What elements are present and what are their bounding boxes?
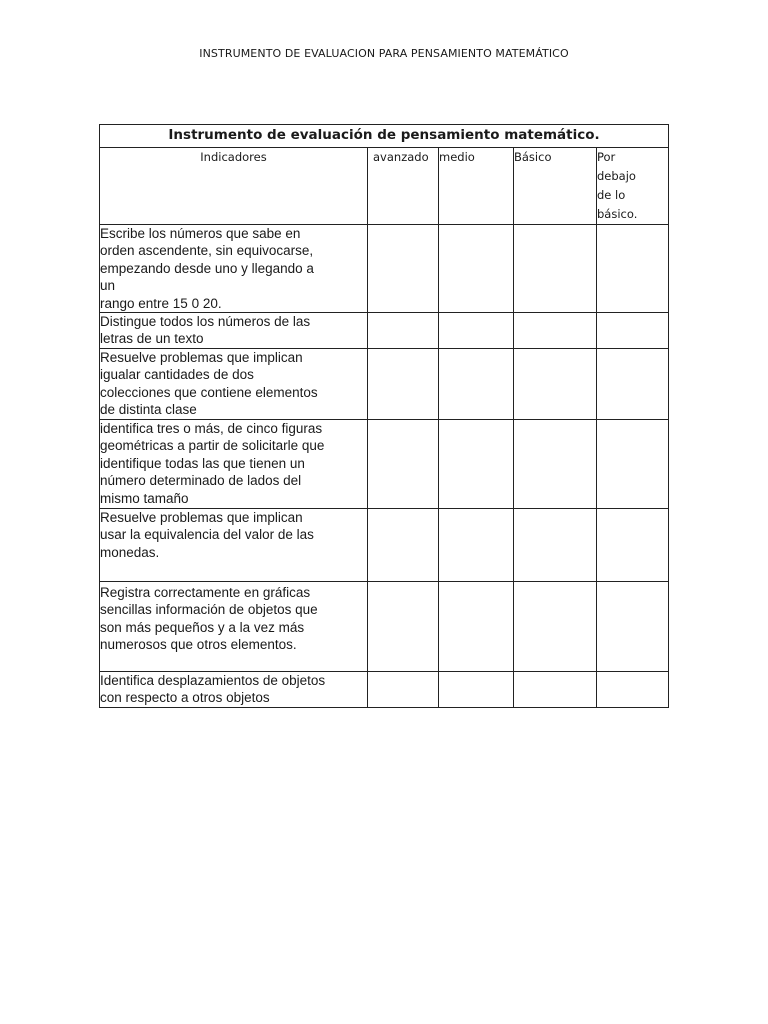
rating-cell-avanzado[interactable] xyxy=(368,582,439,672)
table-row xyxy=(100,420,669,509)
table-row xyxy=(100,225,669,313)
rating-cell-avanzado[interactable] xyxy=(368,420,439,509)
indicator-text: Registra correctamente en gráficas sencillas información de objetos que son más pequeños y a la vez más numerosos que otros elementos. xyxy=(100,582,368,672)
rating-cell-por-debajo[interactable] xyxy=(597,225,669,313)
rating-cell-basico[interactable] xyxy=(514,225,597,313)
rating-cell-avanzado[interactable] xyxy=(368,672,439,708)
rating-cell-avanzado[interactable] xyxy=(368,313,439,349)
rating-cell-avanzado[interactable] xyxy=(368,225,439,313)
rating-cell-medio[interactable] xyxy=(439,420,514,509)
rating-cell-por-debajo[interactable] xyxy=(597,313,669,349)
document-heading: INSTRUMENTO DE EVALUACION PARA PENSAMIENTO MATEMÁTICO xyxy=(199,47,569,60)
indicator-text: Escribe los números que sabe en orden ascendente, sin equivocarse, empezando desde uno y llegando a un rango entre 15 0 20. xyxy=(100,225,368,313)
rating-cell-medio[interactable] xyxy=(439,672,514,708)
evaluation-table xyxy=(99,124,669,708)
header-indicadores: Indicadores xyxy=(100,148,368,225)
rating-cell-medio[interactable] xyxy=(439,349,514,420)
header-medio: medio xyxy=(439,148,514,225)
indicator-text: Identifica desplazamientos de objetos con respecto a otros objetos xyxy=(100,672,368,708)
header-por-debajo: Por debajo de lo básico. xyxy=(597,148,669,225)
rating-cell-basico[interactable] xyxy=(514,420,597,509)
table-row xyxy=(100,313,669,349)
indicator-text: Resuelve problemas que implican usar la equivalencia del valor de las monedas. xyxy=(100,509,368,582)
rating-cell-medio[interactable] xyxy=(439,582,514,672)
table-row xyxy=(100,582,669,672)
indicator-text: identifica tres o más, de cinco figuras geométricas a partir de solicitarle que identifique todas las que tienen un número determinado de lados del mismo tamaño xyxy=(100,420,368,509)
rating-cell-medio[interactable] xyxy=(439,509,514,582)
rating-cell-por-debajo[interactable] xyxy=(597,420,669,509)
rating-cell-basico[interactable] xyxy=(514,672,597,708)
rating-cell-medio[interactable] xyxy=(439,313,514,349)
indicator-text: Distingue todos los números de las letras de un texto xyxy=(100,313,368,349)
rating-cell-basico[interactable] xyxy=(514,313,597,349)
rating-cell-medio[interactable] xyxy=(439,225,514,313)
table-row xyxy=(100,509,669,582)
table-title: Instrumento de evaluación de pensamiento matemático. xyxy=(100,125,669,148)
rating-cell-basico[interactable] xyxy=(514,349,597,420)
rating-cell-basico[interactable] xyxy=(514,582,597,672)
rating-cell-basico[interactable] xyxy=(514,509,597,582)
table-row xyxy=(100,349,669,420)
rating-cell-avanzado[interactable] xyxy=(368,509,439,582)
rating-cell-por-debajo[interactable] xyxy=(597,672,669,708)
table-row xyxy=(100,672,669,708)
rating-cell-por-debajo[interactable] xyxy=(597,509,669,582)
header-avanzado: avanzado xyxy=(368,148,439,225)
header-basico: Básico xyxy=(514,148,597,225)
rating-cell-por-debajo[interactable] xyxy=(597,582,669,672)
table-title-row xyxy=(100,125,669,148)
table-header-row xyxy=(100,148,669,225)
rating-cell-avanzado[interactable] xyxy=(368,349,439,420)
indicator-text: Resuelve problemas que implican igualar cantidades de dos colecciones que contiene elementos de distinta clase xyxy=(100,349,368,420)
rating-cell-por-debajo[interactable] xyxy=(597,349,669,420)
